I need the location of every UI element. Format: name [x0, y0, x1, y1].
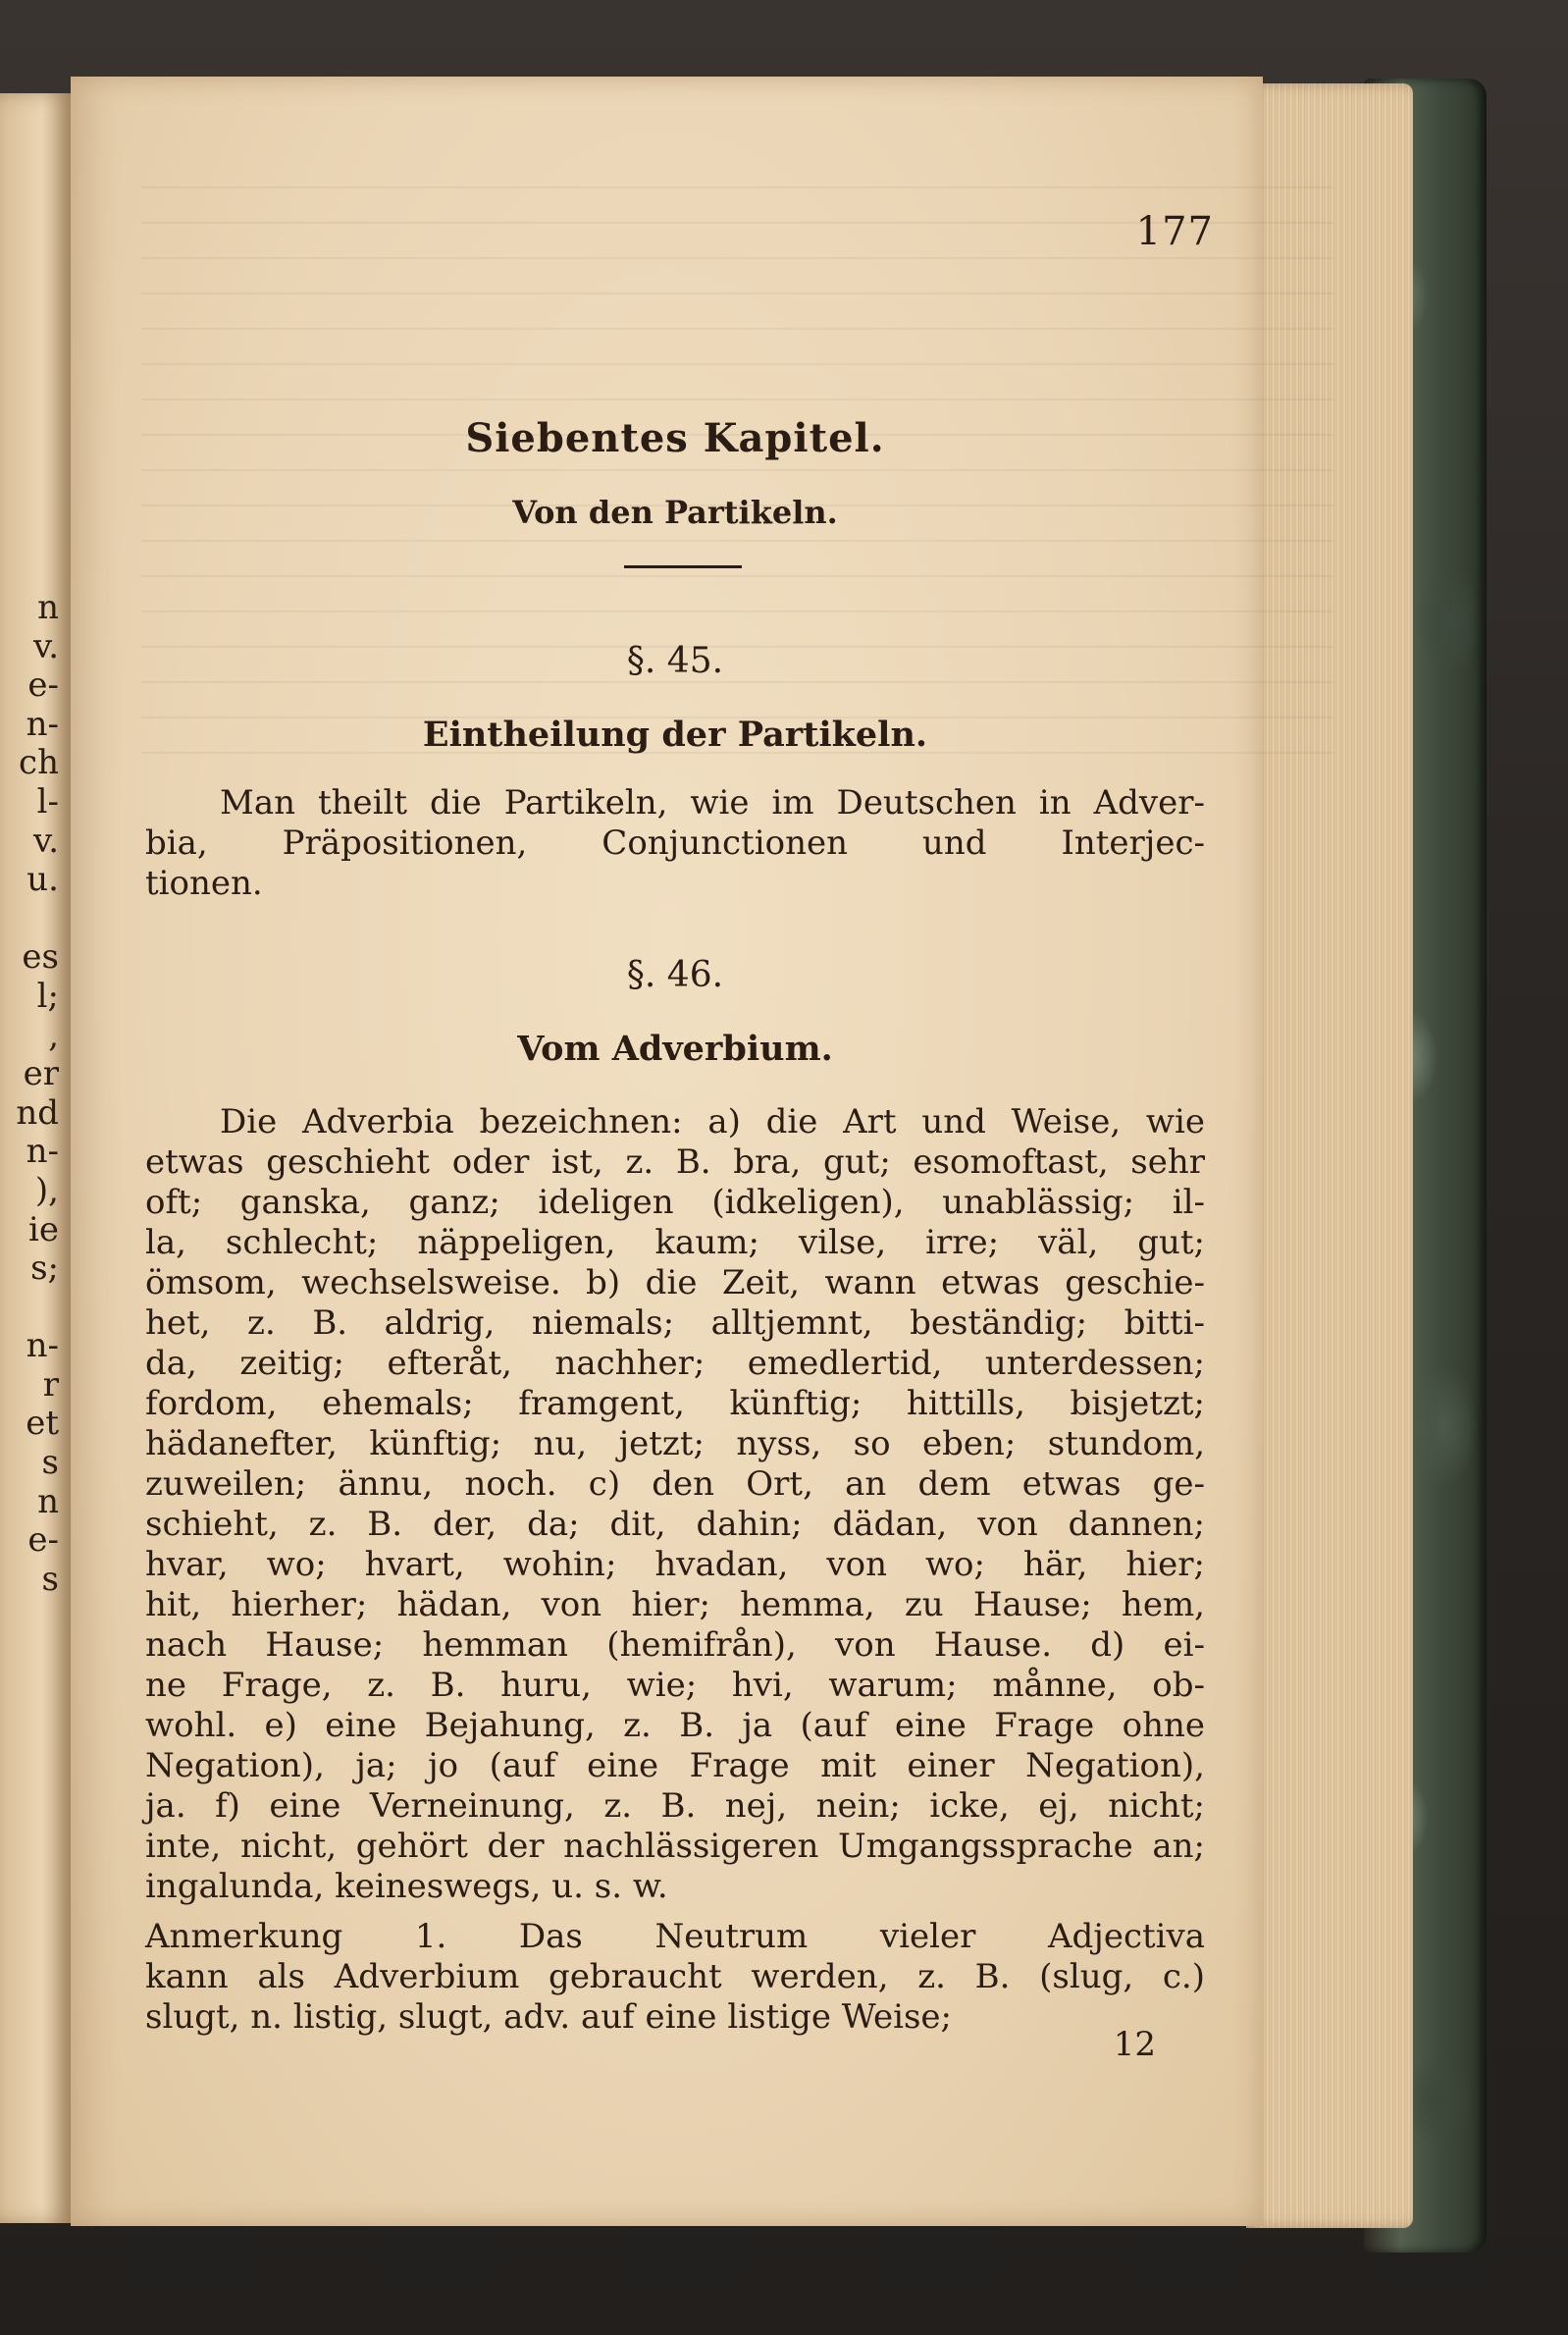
text-line: kann als Adverbium gebraucht werden, z. B. (slug, c.)	[145, 1957, 1205, 1996]
text-line: Man theilt die Partikeln, wie im Deutschen in Adver-	[220, 783, 1205, 823]
text-line: zuweilen; ännu, noch. c) den Ort, an dem etwas ge-	[145, 1464, 1205, 1504]
left-page-fragment: n-	[26, 1327, 59, 1366]
text-line: Die Adverbia bezeichnen: a) die Art und Weise, wie	[220, 1102, 1205, 1141]
left-page-fragment: ch	[19, 744, 59, 783]
section-45-title: Eintheilung der Partikeln.	[422, 715, 928, 755]
left-page-fragment: ie	[28, 1210, 59, 1249]
text-line: da, zeitig; efteråt, nachher; emedlertid, unterdessen;	[145, 1344, 1205, 1383]
text-line: Anmerkung 1. Das Neutrum vieler Adjectiva	[145, 1917, 1205, 1956]
text-line: ingalunda, keineswegs, u. s. w.	[145, 1867, 668, 1906]
section-46-number: §. 46.	[626, 955, 724, 995]
text-line: inte, nicht, gehört der nachlässigeren Umgangssprache an;	[145, 1827, 1205, 1866]
section-46-title: Vom Adverbium.	[517, 1029, 833, 1069]
text-line: schieht, z. B. der, da; dit, dahin; dädan, von dannen;	[145, 1505, 1205, 1544]
page-number: 177	[1135, 209, 1214, 254]
left-page-fragment: er	[23, 1055, 59, 1094]
left-page-fragment: v.	[33, 822, 59, 861]
left-page-fragment: s	[41, 1560, 59, 1599]
text-line: ja. f) eine Verneinung, z. B. nej, nein; icke, ej, nicht;	[145, 1786, 1205, 1826]
left-page-fragment: et	[26, 1405, 59, 1444]
text-line: la, schlecht; näppeligen, kaum; vilse, irre; väl, gut;	[145, 1223, 1205, 1262]
text-line: hädanefter, künftig; nu, jetzt; nyss, so eben; stundom,	[145, 1424, 1205, 1463]
page-block-edge	[1246, 83, 1413, 2228]
text-line: slugt, n. listig, slugt, adv. auf eine listige Weise;	[145, 1997, 952, 2037]
left-page-fragment: s;	[30, 1249, 59, 1289]
text-line: ne Frage, z. B. huru, wie; hvi, warum; månne, ob-	[145, 1666, 1205, 1705]
section-45-body	[145, 783, 1205, 904]
text-line: wohl. e) eine Bejahung, z. B. ja (auf eine Frage ohne	[145, 1706, 1205, 1745]
section-45-number: §. 45.	[626, 641, 724, 681]
text-line: hvar, wo; hvart, wohin; hvadan, von wo; här, hier;	[145, 1545, 1205, 1584]
left-page-fragment: v.	[33, 627, 59, 666]
left-page-fragment	[0, 900, 59, 939]
left-page-fragment: ),	[34, 1171, 59, 1210]
left-page-fragment	[0, 1289, 59, 1328]
text-line: oft; ganska, ganz; ideligen (idkeligen), unablässig; il-	[145, 1183, 1205, 1222]
left-page-fragment: e-	[27, 1521, 59, 1561]
chapter-subtitle: Von den Partikeln.	[512, 494, 838, 531]
text-line: hit, hierher; hädan, von hier; hemma, zu Hause; hem,	[145, 1585, 1205, 1624]
left-page-fragment: r	[42, 1365, 59, 1405]
text-line: Negation), ja; jo (auf eine Frage mit einer Negation),	[145, 1746, 1205, 1785]
left-page-fragment: u.	[26, 861, 59, 900]
left-page-fragment: l;	[36, 977, 59, 1016]
left-page-fragment: l-	[36, 782, 59, 822]
text-line: tionen.	[145, 864, 263, 903]
text-line: ömsom, wechselsweise. b) die Zeit, wann etwas geschie-	[145, 1263, 1205, 1302]
text-line: nach Hause; hemman (hemifrån), von Hause. d) ei-	[145, 1625, 1205, 1665]
left-page-fragment: n-	[26, 1133, 59, 1172]
title-rule	[624, 565, 742, 568]
text-line: fordom, ehemals; framgent, künftig; hittills, bisjetzt;	[145, 1384, 1205, 1423]
left-page-fragment: n-	[26, 705, 59, 744]
book-page	[71, 77, 1263, 2226]
left-facing-page	[0, 93, 71, 2223]
left-page-fragment: nd	[16, 1093, 59, 1133]
left-page-fragment: n	[37, 1482, 59, 1521]
left-page-fragment: s	[41, 1444, 59, 1483]
note-paragraph	[145, 1917, 1205, 2038]
chapter-title: Siebentes Kapitel.	[465, 415, 885, 461]
text-line: bia, Präpositionen, Conjunctionen und Interjec-	[145, 823, 1205, 863]
left-page-fragment: es	[22, 938, 59, 978]
signature-mark: 12	[1113, 2025, 1156, 2064]
left-page-fragment: e-	[27, 666, 59, 706]
left-page-fragment: ,	[48, 1016, 59, 1055]
text-line: het, z. B. aldrig, niemals; alltjemnt, beständig; bitti-	[145, 1303, 1205, 1343]
left-page-fragment: n	[37, 589, 59, 627]
section-46-body	[145, 1102, 1205, 1907]
text-line: etwas geschieht oder ist, z. B. bra, gut; esomoftast, sehr	[145, 1142, 1205, 1182]
left-page-text-fragments	[0, 589, 59, 1599]
